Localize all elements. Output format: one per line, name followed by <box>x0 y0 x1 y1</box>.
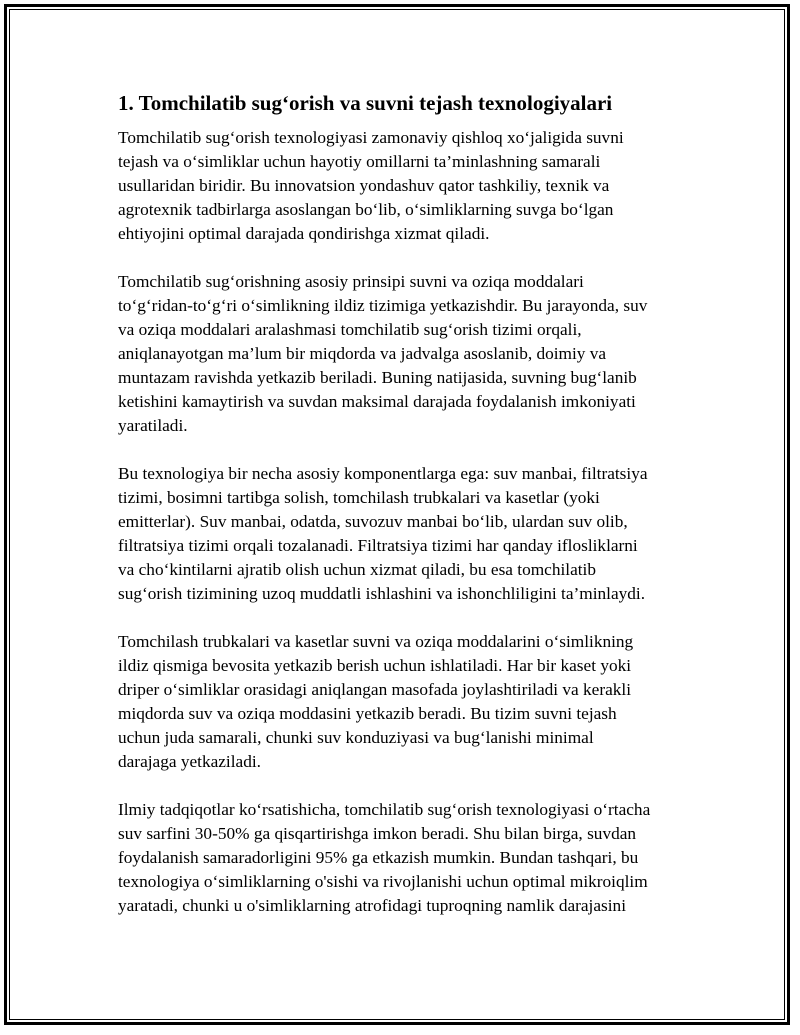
text-line: ehtiyojini optimal darajada qondirishga xizmat qiladi. <box>118 224 490 243</box>
paragraph-4 <box>118 630 688 774</box>
text-line: yaratadi, chunki u o'simliklarning atrofidagi tuproqning namlik darajasini <box>118 896 626 915</box>
text-line: ildiz qismiga bevosita yetkazib berish uchun ishlatiladi. Har bir kaset yoki <box>118 656 632 675</box>
text-line: suv sarfini 30-50% ga qisqartirishga imkon beradi. Shu bilan birga, suvdan <box>118 824 637 843</box>
text-line: tejash va o‘simliklar uchun hayotiy omillarni ta’minlashning samarali <box>118 152 601 171</box>
text-line: driper o‘simliklar orasidagi aniqlangan masofada joylashtiriladi va kerakli <box>118 680 631 699</box>
text-line: usullaridan biridir. Bu innovatsion yondashuv qator tashkiliy, texnik va <box>118 176 610 195</box>
text-line: ketishini kamaytirish va suvdan maksimal darajada foydalanish imkoniyati <box>118 392 636 411</box>
section-heading: 1. Tomchilatib sug‘orish va suvni tejash texnologiyalari <box>118 91 613 115</box>
text-line: agrotexnik tadbirlarga asoslangan bo‘lib, o‘simliklarning suvga bo‘lgan <box>118 200 614 219</box>
text-line: Tomchilatib sug‘orishning asosiy prinsipi suvni va oziqa moddalari <box>118 272 584 291</box>
paragraph-2 <box>118 270 688 438</box>
text-line: filtratsiya tizimi orqali tozalanadi. Filtratsiya tizimi har qanday ifloslikl​arni <box>118 536 638 555</box>
document-body <box>118 90 688 942</box>
text-line: emitterlar). Suv manbai, odatda, suvozuv manbai bo‘lib, ulardan suv olib, <box>118 512 628 531</box>
text-line: uchun juda samarali, chunki suv konduziyasi va bug‘lanishi minimal <box>118 728 594 747</box>
text-line: va cho‘kintilarni ajratib olish uchun xizmat qiladi, bu esa tomchilatib <box>118 560 596 579</box>
text-line: aniqlanayotgan ma’lum bir miqdorda va jadvalga asoslanib, doimiy va <box>118 344 607 363</box>
paragraph-3 <box>118 462 688 606</box>
text-line: Bu texnologiya bir necha asosiy komponentlarga ega: suv manbai, filtratsiya <box>118 464 648 483</box>
paragraph-5 <box>118 798 688 918</box>
text-line: sug‘orish tizimining uzoq muddatli ishlashini va ishonchliligini ta’minlaydi. <box>118 584 646 603</box>
text-line: muntazam ravishda yetkazib beriladi. Buning natijasida, suvning bug‘lanib <box>118 368 637 387</box>
text-line: texnologiya o‘simliklarning o'sishi va rivojlanishi uchun optimal mikroiqlim <box>118 872 648 891</box>
text-line: va oziqa moddalari aralashmasi tomchilatib sug‘orish tizimi orqali, <box>118 320 582 339</box>
text-line: to‘g‘ridan-to‘g‘ri o‘simlikning ildiz tizimiga yetkazishdir. Bu jarayonda, suv <box>118 296 648 315</box>
text-line: Ilmiy tadqiqotlar ko‘rsatishicha, tomchilatib sug‘orish texnologiyasi o‘rtacha <box>118 800 651 819</box>
text-line: foydalanish samaradorligini 95% ga etkazish mumkin. Bundan tashqari, bu <box>118 848 639 867</box>
text-line: miqdorda suv va oziqa moddasini yetkazib beradi. Bu tizim suvni tejash <box>118 704 617 723</box>
text-line: Tomchilash trubkalari va kasetlar suvni va oziqa moddalarini o‘simlikning <box>118 632 634 651</box>
text-line: darajaga yetkaziladi. <box>118 752 261 771</box>
paragraph-1 <box>118 126 688 246</box>
text-line: Tomchilatib sug‘orish texnologiyasi zamonaviy qishloq xo‘jaligida suvni <box>118 128 624 147</box>
text-line: yaratiladi. <box>118 416 188 435</box>
text-line: tizimi, bosimni tartibga solish, tomchilash trubkalari va kasetlar (yoki <box>118 488 600 507</box>
